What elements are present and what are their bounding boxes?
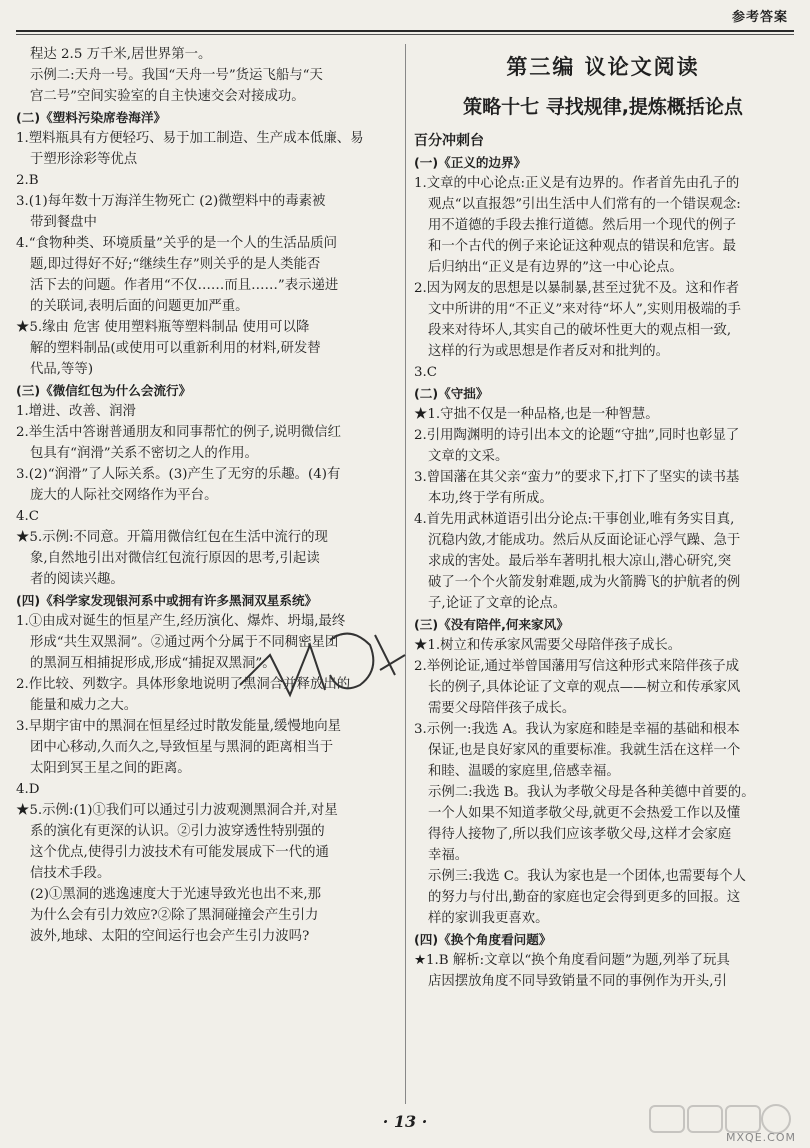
answer-line: 文章的文采。 — [428, 449, 509, 464]
answer-line: 求成的害处。最后举车著明扎根大凉山,潜心研究,突 — [428, 554, 732, 569]
answer-line: 这个优点,使得引力波技术有可能发展成下一代的通 — [30, 845, 329, 860]
answer-line: 保证,也是良好家风的重要标准。我就生活在这样一个 — [428, 743, 741, 758]
answer-line: 沉稳内敛,才能成功。然后从反面论证心浮气躁、急于 — [428, 533, 741, 548]
answer-line: 和一个古代的例子来论证这种观点的错误和危害。最 — [428, 239, 736, 254]
answer-line: 3.示例一:我选 A。我认为家庭和睦是幸福的基础和根本 — [414, 722, 740, 737]
answer-line: 3.早期宇宙中的黑洞在恒星经过时散发能量,缓慢地向星 — [16, 719, 342, 734]
answer-line: ★5.示例:不同意。开篇用微信红包在生活中流行的现 — [16, 530, 328, 545]
watermark-text: MXQE.COM — [726, 1131, 796, 1144]
answer-line: 程达 2.5 万千米,居世界第一。 — [30, 47, 212, 62]
answer-line: 本功,终于学有所成。 — [428, 491, 553, 506]
answer-line: 得待人接物了,所以我们应该孝敬父母,这样才会家庭 — [428, 827, 732, 842]
answer-line: 一个人如果不知道孝敬父母,就更不会热爱工作以及懂 — [428, 806, 741, 821]
answer-line: 信技术手段。 — [30, 866, 111, 881]
section-heading: (一)《正义的边界》 — [414, 155, 527, 170]
answer-line: 文中所讲的用“不正义”来对待“坏人”,实则用极端的手 — [428, 302, 741, 317]
answer-line: 形成“共生双黑洞”。②通过两个分属于不同稠密星团 — [30, 635, 339, 650]
answer-line: 活下去的问题。作者用“不仅……而且……”表示递进 — [30, 278, 339, 293]
answer-line: 长的例子,具体论证了文章的观点——树立和传承家风 — [428, 680, 741, 695]
answer-line: 2.作比较、列数字。具体形象地说明了黑洞合并释放出的 — [16, 677, 351, 692]
answer-line: 太阳到冥王星之间的距离。 — [30, 761, 191, 776]
answer-line: 幸福。 — [428, 848, 469, 863]
section-heading: (三)《微信红包为什么会流行》 — [16, 383, 192, 398]
answer-line: 3.C — [414, 365, 438, 380]
header-rule-thin — [16, 34, 794, 35]
answer-line: 系的演化有更深的认识。②引力波穿透性特别强的 — [30, 824, 325, 839]
answer-line: 的努力与付出,勤奋的家庭也定会得到更多的回报。这 — [428, 890, 741, 905]
section-heading: (四)《换个角度看问题》 — [414, 932, 552, 947]
answer-line: ★5.示例:(1)①我们可以通过引力波观测黑洞合并,对星 — [16, 803, 338, 818]
answer-line: 4.D — [16, 782, 40, 797]
answer-line: (2)①黑洞的逃逸速度大于光速导致光也出不来,那 — [30, 887, 322, 902]
answer-line: 样的家训我更喜欢。 — [428, 911, 549, 926]
answer-line: 用不道德的手段去推行道德。然后用一个现代的例子 — [428, 218, 736, 233]
right-answer-lines — [414, 152, 792, 992]
column-divider — [405, 44, 406, 1104]
answer-line: 示例三:我选 C。我认为家也是一个团体,也需要每个人 — [428, 869, 746, 884]
answer-line: 代品,等等) — [30, 362, 94, 377]
answer-line: 为什么会有引力效应?②除了黑洞碰撞会产生引力 — [30, 908, 319, 923]
answer-line: ★1.树立和传承家风需要父母陪伴孩子成长。 — [414, 638, 682, 653]
section-heading: (四)《科学家发现银河系中或拥有许多黑洞双星系统》 — [16, 593, 318, 608]
answer-line: 能量和威力之大。 — [30, 698, 138, 713]
answer-line: 1.①由成对诞生的恒星产生,经历演化、爆炸、坍塌,最终 — [16, 614, 346, 629]
answer-line: 题,即过得好不好;“继续生存”则关乎的是人类能否 — [30, 257, 321, 272]
left-column — [16, 44, 398, 947]
answer-line: 的黑洞互相捕捉形成,形成“捕捉双黑洞”。 — [30, 656, 276, 671]
handwritten-scribble-mark — [230, 615, 410, 725]
answer-line: 1.增进、改善、润滑 — [16, 404, 136, 419]
answer-line: 4.C — [16, 509, 40, 524]
section-subhead: 百分冲刺台 — [414, 133, 484, 149]
header-rule — [16, 30, 794, 32]
answer-line: 段来对待坏人,其实自己的破坏性更大的观点相一致, — [428, 323, 732, 338]
answer-line: 的关联词,表明后面的问题更加严重。 — [30, 299, 249, 314]
answer-line: ★1.B 解析:文章以“换个角度看问题”为题,列举了玩具 — [414, 953, 730, 968]
answer-line: 观点“以直报怨”引出生活中人们常有的一个错误观念: — [428, 197, 741, 212]
answer-line: 庞大的人际社交网络作为平台。 — [30, 488, 218, 503]
answer-line: 示例二:天舟一号。我国“天舟一号”货运飞船与“天 — [30, 68, 323, 83]
answer-line: 4.“食物种类、环境质量”关乎的是一个人的生活品质问 — [16, 236, 338, 251]
section-heading: (二)《守拙》 — [414, 386, 489, 401]
page-number: · 13 · — [382, 1112, 428, 1131]
answer-line: 3.曾国藩在其父亲“蛮力”的要求下,打下了坚实的读书基 — [414, 470, 740, 485]
answer-line: 2.B — [16, 173, 39, 188]
answer-line: 带到餐盘中 — [30, 215, 97, 230]
answer-line: 4.首先用武林道语引出分论点:干事创业,唯有务实目真, — [414, 512, 735, 527]
strategy-title: 策略十七 寻找规律,提炼概括论点 — [463, 96, 743, 118]
answer-line: 1.塑料瓶具有方便轻巧、易于加工制造、生产成本低廉、易 — [16, 131, 364, 146]
part-title: 第三编 议论文阅读 — [506, 55, 700, 79]
answer-line: 1.文章的中心论点:正义是有边界的。作者首先由孔子的 — [414, 176, 740, 191]
answer-line: 包具有“润滑”关系不密切之人的作用。 — [30, 446, 258, 461]
answer-line: 3.(2)“润滑”了人际关系。(3)产生了无穷的乐趣。(4)有 — [16, 467, 341, 482]
answer-line: 后归纳出“正义是有边界的”这一中心论点。 — [428, 260, 683, 275]
answer-line: 于塑形涂彩等优点 — [30, 152, 138, 167]
answer-line: 2.举生活中答谢普通朋友和同事帮忙的例子,说明微信红 — [16, 425, 342, 440]
answer-line: 店因摆放角度不同导致销量不同的事例作为开头,引 — [428, 974, 727, 989]
answer-line: 波外,地球、太阳的空间运行也会产生引力波吗? — [30, 929, 310, 944]
answer-line: 解的塑料制品(或使用可以重新利用的材料,研发替 — [30, 341, 321, 356]
answer-line: ★1.守拙不仅是一种品格,也是一种智慧。 — [414, 407, 659, 422]
section-heading: (三)《没有陪伴,何来家风》 — [414, 617, 569, 632]
answer-line: 和睦、温暖的家庭里,倍感幸福。 — [428, 764, 620, 779]
answer-line: 需要父母陪伴孩子成长。 — [428, 701, 576, 716]
header-label: 参考答案 — [731, 10, 788, 25]
answer-line: 2.引用陶渊明的诗引出本文的论题“守拙”,同时也彰显了 — [414, 428, 740, 443]
right-column — [414, 44, 792, 992]
answer-line: 象,自然地引出对微信红包流行原因的思考,引起读 — [30, 551, 320, 566]
answer-line: 团中心移动,久而久之,导致恒星与黑洞的距离相当于 — [30, 740, 334, 755]
answer-line: 3.(1)每年数十万海洋生物死亡 (2)微塑料中的毒素被 — [16, 194, 326, 209]
answer-line: 者的阅读兴趣。 — [30, 572, 124, 587]
section-heading: (二)《塑料污染席卷海洋》 — [16, 110, 167, 125]
answer-line: 2.因为网友的思想是以暴制暴,甚至过犹不及。这和作者 — [414, 281, 740, 296]
answer-line: 示例二:我选 B。我认为孝敬父母是各种美德中首要的。 — [428, 785, 755, 800]
answer-line: ★5.缘由 危害 使用塑料瓶等塑料制品 使用可以降 — [16, 320, 310, 335]
answer-line: 这样的行为或思想是作者反对和批判的。 — [428, 344, 670, 359]
answer-line: 2.举例论证,通过举曾国藩用写信这种形式来陪伴孩子成 — [414, 659, 740, 674]
answer-line: 子,论证了文章的论点。 — [428, 596, 567, 611]
answer-line: 宫二号”空间实验室的自主快速交会对接成功。 — [30, 89, 305, 104]
answer-line: 破了一个个火箭发射难题,成为火箭腾飞的护航者的例 — [428, 575, 741, 590]
